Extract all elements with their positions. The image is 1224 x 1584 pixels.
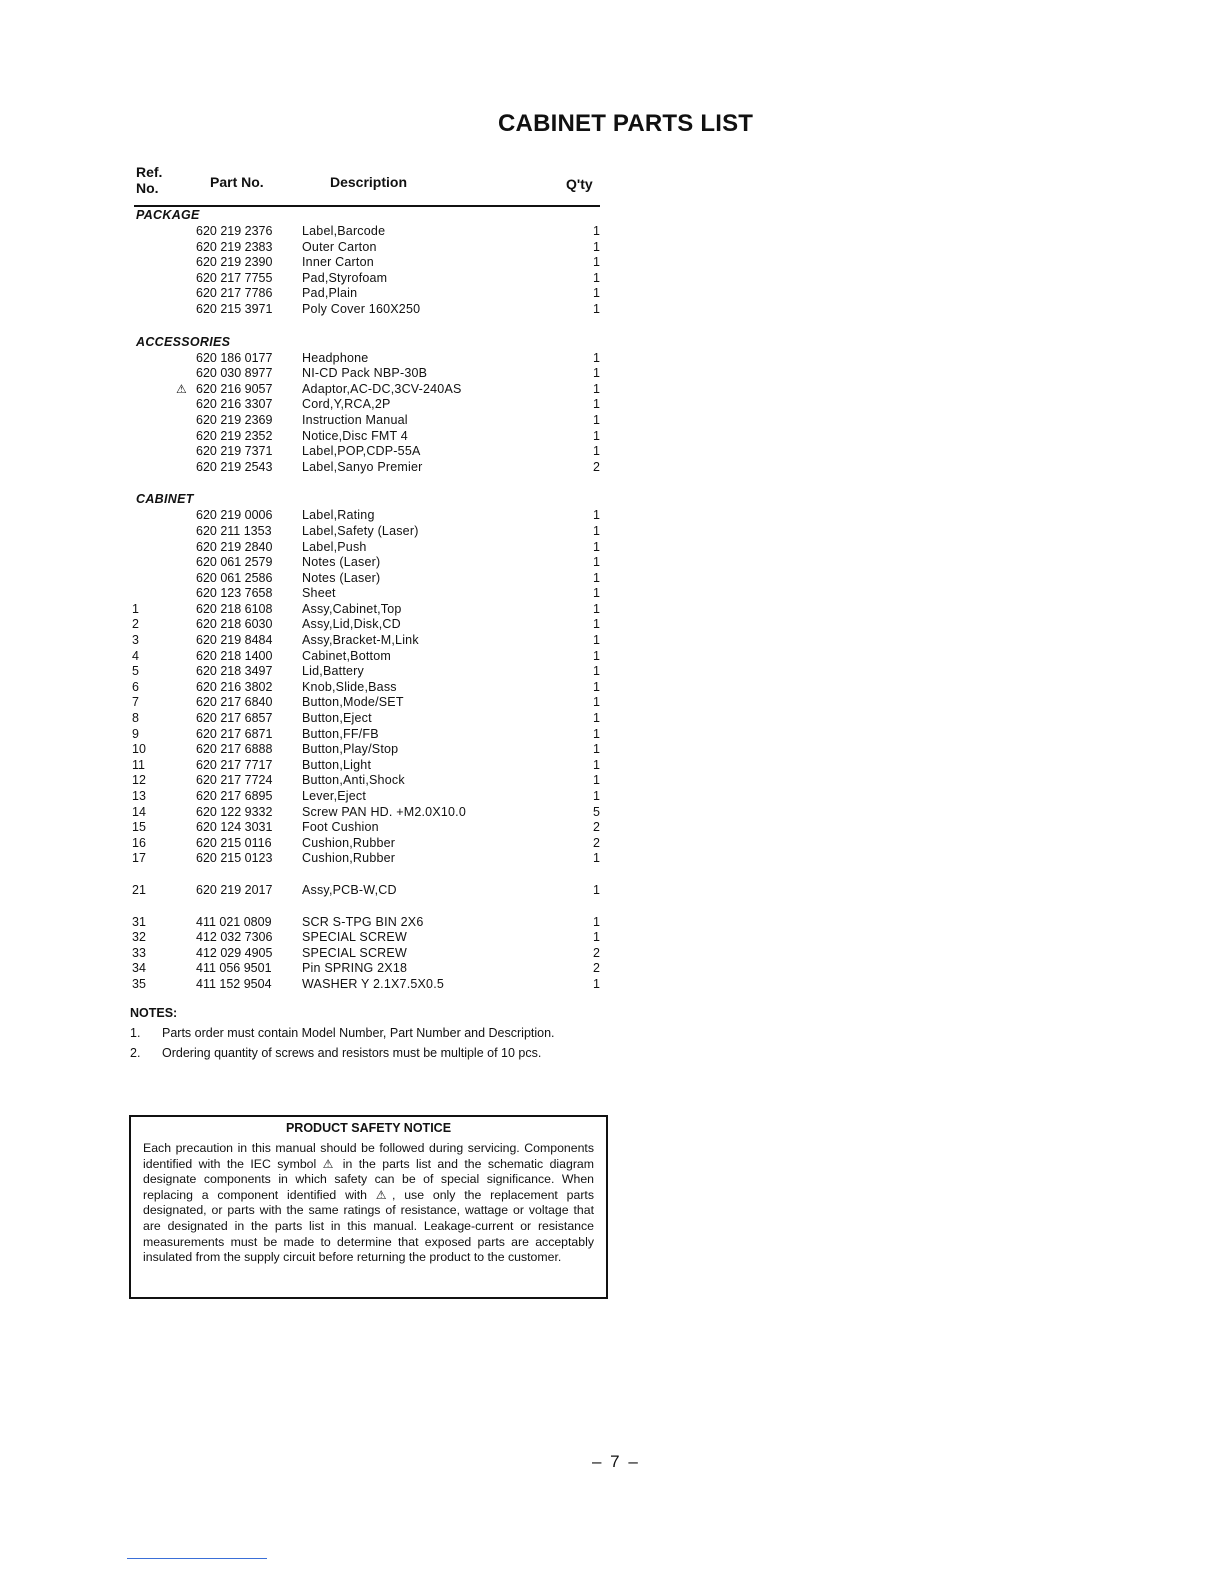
- footer-divider: [127, 1558, 267, 1559]
- ref-no-cell: 34: [132, 961, 146, 976]
- description-cell: Label,Sanyo Premier: [302, 459, 423, 474]
- quantity-cell: 2: [593, 459, 600, 474]
- part-no-cell: 620 219 2376: [196, 224, 273, 238]
- table-row: [0, 366, 640, 382]
- description-cell: Lid,Battery: [302, 664, 364, 679]
- quantity-cell: 1: [593, 742, 600, 757]
- part-no-cell: 620 215 3971: [196, 301, 273, 316]
- quantity-cell: 1: [593, 412, 600, 427]
- table-row: [0, 224, 640, 240]
- quantity-cell: 1: [593, 930, 600, 945]
- page-number: – 7 –: [592, 1452, 640, 1471]
- quantity-cell: 1: [593, 286, 600, 301]
- description-cell: Inner Carton: [302, 255, 374, 270]
- quantity-cell: 5: [593, 804, 600, 819]
- quantity-cell: 1: [593, 648, 600, 663]
- ref-no-cell: 9: [132, 726, 139, 741]
- table-row: [0, 930, 640, 946]
- part-no-cell: 620 217 6857: [196, 711, 273, 726]
- part-no-cell: 620 124 3031: [196, 820, 273, 835]
- quantity-cell: 1: [593, 882, 600, 897]
- quantity-cell: 1: [593, 301, 600, 316]
- quantity-cell: 1: [593, 555, 600, 570]
- description-cell: Foot Cushion: [302, 820, 379, 835]
- quantity-cell: 1: [593, 914, 600, 929]
- header-quantity: Q'ty: [566, 176, 593, 192]
- table-row: [0, 649, 640, 665]
- ref-no-cell: 16: [132, 835, 146, 850]
- parts-section: [0, 491, 640, 992]
- table-row: [0, 602, 640, 618]
- note-text: Parts order must contain Model Number, Part Number and Description.: [162, 1026, 555, 1040]
- part-no-cell: 620 217 7786: [196, 286, 273, 301]
- quantity-cell: 2: [593, 835, 600, 850]
- part-no-cell: 620 219 2390: [196, 255, 273, 270]
- table-row: [0, 460, 640, 476]
- part-no-cell: 620 219 7371: [196, 444, 273, 459]
- description-cell: Notes (Laser): [302, 570, 381, 585]
- header-part-no: Part No.: [210, 174, 264, 190]
- part-no-cell: 411 021 0809: [196, 914, 272, 929]
- part-no-cell: 620 218 6108: [196, 601, 273, 616]
- table-row: [0, 695, 640, 711]
- section-title: ACCESSORIES: [136, 334, 231, 349]
- table-row: [0, 413, 640, 429]
- description-cell: Button,FF/FB: [302, 726, 379, 741]
- description-cell: Label,Push: [302, 539, 367, 554]
- description-cell: Cushion,Rubber: [302, 851, 396, 866]
- description-cell: Cushion,Rubber: [302, 835, 396, 850]
- ref-no-cell: 10: [132, 742, 146, 757]
- quantity-cell: 1: [593, 601, 600, 616]
- table-row: [0, 711, 640, 727]
- part-no-cell: 620 217 6888: [196, 742, 273, 757]
- part-no-cell: 411 056 9501: [196, 961, 272, 976]
- ref-no-cell: 11: [132, 757, 145, 772]
- description-cell: Label,Rating: [302, 508, 375, 523]
- part-no-cell: 620 217 6895: [196, 789, 273, 803]
- quantity-cell: 1: [593, 773, 600, 788]
- quantity-cell: 1: [593, 444, 600, 459]
- part-no-cell: 620 061 2579: [196, 555, 273, 570]
- table-row: [0, 789, 640, 805]
- table-row: [0, 617, 640, 633]
- table-row: [0, 820, 640, 836]
- part-no-cell: 620 216 3802: [196, 679, 273, 694]
- note-item: [130, 1046, 596, 1061]
- quantity-cell: 1: [593, 976, 600, 991]
- parts-section: [0, 334, 640, 476]
- ref-no-cell: 15: [132, 820, 146, 835]
- description-cell: Assy,Bracket-M,Link: [302, 633, 419, 648]
- quantity-cell: 1: [593, 726, 600, 741]
- table-row: [0, 805, 640, 821]
- ref-no-cell: 35: [132, 976, 146, 991]
- description-cell: Button,Anti,Shock: [302, 773, 405, 788]
- part-no-cell: 620 030 8977: [196, 366, 273, 381]
- description-cell: SPECIAL SCREW: [302, 945, 407, 960]
- part-no-cell: 620 215 0116: [196, 835, 272, 850]
- part-no-cell: 412 029 4905: [196, 945, 273, 960]
- table-row: [0, 633, 640, 649]
- warning-triangle-icon: ⚠: [176, 381, 187, 396]
- ref-no-cell: 12: [132, 773, 146, 788]
- notes-title: NOTES:: [130, 1006, 178, 1020]
- table-row: [0, 946, 640, 962]
- ref-no-cell: 1: [132, 601, 139, 616]
- quantity-cell: 1: [593, 617, 600, 632]
- quantity-cell: 2: [593, 820, 600, 835]
- quantity-cell: 1: [593, 586, 600, 601]
- table-row: [0, 240, 640, 256]
- quantity-cell: 1: [593, 695, 600, 710]
- ref-no-cell: 32: [132, 930, 146, 945]
- table-row: [0, 977, 640, 993]
- description-cell: NI-CD Pack NBP-30B: [302, 366, 428, 381]
- table-row: [0, 727, 640, 743]
- quantity-cell: 1: [593, 757, 600, 772]
- part-no-cell: 620 215 0123: [196, 851, 273, 866]
- description-cell: Adaptor,AC-DC,3CV-240AS: [302, 381, 462, 396]
- ref-no-cell: 8: [132, 711, 139, 726]
- description-cell: Cabinet,Bottom: [302, 648, 391, 663]
- row-gap: [0, 867, 640, 883]
- part-no-cell: 620 219 2369: [196, 412, 273, 427]
- description-cell: Button,Play/Stop: [302, 742, 399, 757]
- table-row: [0, 773, 640, 789]
- section-title: PACKAGE: [136, 208, 200, 222]
- description-cell: Pad,Styrofoam: [302, 270, 388, 285]
- part-no-cell: 620 216 9057: [196, 381, 273, 396]
- description-cell: WASHER Y 2.1X7.5X0.5: [302, 976, 445, 991]
- table-row: [0, 883, 640, 899]
- quantity-cell: 1: [593, 508, 600, 523]
- quantity-cell: 1: [593, 664, 600, 679]
- parts-section: [0, 207, 640, 318]
- header-ref-no: [136, 164, 162, 196]
- table-row: [0, 742, 640, 758]
- part-no-cell: 620 219 2017: [196, 882, 273, 897]
- description-cell: Instruction Manual: [302, 412, 408, 427]
- header-description: Description: [330, 174, 408, 190]
- quantity-cell: 1: [593, 239, 600, 254]
- quantity-cell: 2: [593, 945, 600, 960]
- quantity-cell: 1: [593, 679, 600, 694]
- description-cell: Pin SPRING 2X18: [302, 961, 408, 976]
- part-no-cell: 620 219 2840: [196, 539, 273, 554]
- part-no-cell: 411 152 9504: [196, 976, 272, 991]
- part-no-cell: 620 123 7658: [196, 586, 273, 601]
- part-no-cell: 620 217 7717: [196, 757, 273, 772]
- part-no-cell: 620 219 8484: [196, 633, 273, 648]
- table-row: [0, 508, 640, 524]
- quantity-cell: 1: [593, 633, 600, 648]
- part-no-cell: 620 216 3307: [196, 397, 273, 412]
- part-no-cell: 620 219 0006: [196, 508, 273, 523]
- warning-triangle-icon: ⚠: [322, 1156, 337, 1171]
- quantity-cell: 1: [593, 366, 600, 381]
- table-row: [0, 444, 640, 460]
- description-cell: SCR S-TPG BIN 2X6: [302, 914, 424, 929]
- quantity-cell: 2: [593, 961, 600, 976]
- header-ref-line1: Ref.: [136, 164, 163, 180]
- description-cell: Poly Cover 160X250: [302, 301, 421, 316]
- safety-text-3: , use only the replacement parts designated, or parts with the same ratings of resistance, wattage or voltage that are designated in the parts list in this manual. Leakage-current or resistance measurements must be made to determine that exposed parts are acceptably insulated from the supply circuit before returning the product to the customer.: [143, 1187, 594, 1265]
- part-no-cell: 620 217 6840: [196, 695, 273, 710]
- part-no-cell: 412 032 7306: [196, 930, 273, 945]
- part-no-cell: 620 122 9332: [196, 804, 273, 819]
- quantity-cell: 1: [593, 851, 600, 866]
- part-no-cell: 620 218 6030: [196, 617, 273, 632]
- table-row: [0, 586, 640, 602]
- ref-no-cell: 7: [132, 695, 139, 710]
- page-title: CABINET PARTS LIST: [498, 110, 754, 137]
- ref-no-cell: 14: [132, 804, 146, 819]
- section-gap: [0, 318, 640, 334]
- description-cell: Button,Light: [302, 757, 372, 772]
- part-no-cell: 620 218 1400: [196, 648, 273, 663]
- description-cell: Headphone: [302, 350, 369, 365]
- description-cell: Outer Carton: [302, 239, 377, 254]
- ref-no-cell: 17: [132, 851, 146, 866]
- quantity-cell: 1: [593, 428, 600, 443]
- table-row: [0, 836, 640, 852]
- description-cell: Label,Barcode: [302, 224, 386, 238]
- safety-text-2: in the parts list and the schematic diagram designate components in which safety can be of special significance. When replacing a component identified with: [143, 1156, 595, 1202]
- table-row: [0, 961, 640, 977]
- ref-no-cell: 2: [132, 617, 139, 632]
- table-row: [0, 664, 640, 680]
- product-safety-notice: [129, 1115, 608, 1299]
- ref-no-cell: 5: [132, 664, 139, 679]
- safety-notice-title: PRODUCT SAFETY NOTICE: [285, 1121, 452, 1135]
- quantity-cell: 1: [593, 789, 600, 803]
- ref-no-cell: 3: [132, 633, 139, 648]
- quantity-cell: 1: [593, 523, 600, 538]
- quantity-cell: 1: [593, 270, 600, 285]
- table-row: [0, 286, 640, 302]
- table-row: [0, 397, 640, 413]
- quantity-cell: 1: [593, 224, 600, 238]
- table-row: [0, 351, 640, 367]
- description-cell: Button,Mode/SET: [302, 695, 404, 710]
- part-no-cell: 620 219 2383: [196, 239, 273, 254]
- quantity-cell: 1: [593, 255, 600, 270]
- table-row: [0, 851, 640, 867]
- description-cell: Button,Eject: [302, 711, 372, 726]
- note-number: 1.: [130, 1026, 141, 1040]
- part-no-cell: 620 061 2586: [196, 570, 273, 585]
- description-cell: Knob,Slide,Bass: [302, 679, 397, 694]
- quantity-cell: 1: [593, 570, 600, 585]
- table-row: [0, 680, 640, 696]
- table-row: [0, 382, 640, 398]
- description-cell: Assy,Cabinet,Top: [302, 601, 402, 616]
- part-no-cell: 620 211 1353: [196, 523, 272, 538]
- quantity-cell: 1: [593, 397, 600, 412]
- description-cell: Screw PAN HD. +M2.0X10.0: [302, 804, 467, 819]
- table-row: [0, 555, 640, 571]
- row-gap: [0, 899, 640, 915]
- table-row: [0, 915, 640, 931]
- ref-no-cell: 6: [132, 679, 139, 694]
- ref-no-cell: 13: [132, 789, 146, 803]
- table-row: [0, 758, 640, 774]
- part-no-cell: 620 186 0177: [196, 350, 273, 365]
- table-row: [0, 302, 640, 318]
- description-cell: Lever,Eject: [302, 789, 367, 803]
- table-row: [0, 571, 640, 587]
- description-cell: Cord,Y,RCA,2P: [302, 397, 391, 412]
- note-text: Ordering quantity of screws and resistors must be multiple of 10 pcs.: [162, 1046, 542, 1060]
- table-row: [0, 271, 640, 287]
- part-no-cell: 620 217 7724: [196, 773, 273, 788]
- table-row: [0, 255, 640, 271]
- quantity-cell: 1: [593, 711, 600, 726]
- part-no-cell: 620 219 2543: [196, 459, 273, 474]
- ref-no-cell: 4: [132, 648, 139, 663]
- table-row: [0, 540, 640, 556]
- description-cell: Sheet: [302, 586, 336, 601]
- ref-no-cell: 33: [132, 945, 146, 960]
- description-cell: Notice,Disc FMT 4: [302, 428, 408, 443]
- warning-triangle-icon: ⚠: [375, 1187, 392, 1202]
- description-cell: Pad,Plain: [302, 286, 358, 301]
- note-item: [130, 1026, 596, 1041]
- part-no-cell: 620 218 3497: [196, 664, 273, 679]
- quantity-cell: 1: [593, 539, 600, 554]
- description-cell: Notes (Laser): [302, 555, 381, 570]
- description-cell: SPECIAL SCREW: [302, 930, 407, 945]
- notes: [130, 1006, 596, 1066]
- ref-no-cell: 31: [132, 914, 146, 929]
- safety-text-1: Each precaution in this manual should be followed during servicing. Components identified with the IEC symbol: [143, 1141, 594, 1171]
- note-number: 2.: [130, 1046, 141, 1060]
- ref-no-cell: 21: [132, 882, 146, 897]
- description-cell: Label,POP,CDP-55A: [302, 444, 421, 459]
- description-cell: Assy,PCB-W,CD: [302, 882, 397, 897]
- table-row: [0, 524, 640, 540]
- description-cell: Label,Safety (Laser): [302, 523, 419, 538]
- quantity-cell: 1: [593, 350, 600, 365]
- header-ref-line2: No.: [136, 180, 159, 196]
- parts-list: [0, 207, 640, 993]
- part-no-cell: 620 219 2352: [196, 428, 273, 443]
- description-cell: Assy,Lid,Disk,CD: [302, 617, 401, 632]
- part-no-cell: 620 217 7755: [196, 270, 273, 285]
- section-gap: [0, 475, 640, 491]
- safety-notice-body: [143, 1141, 594, 1266]
- part-no-cell: 620 217 6871: [196, 726, 273, 741]
- section-title: CABINET: [136, 492, 194, 507]
- table-row: [0, 429, 640, 445]
- quantity-cell: 1: [593, 381, 600, 396]
